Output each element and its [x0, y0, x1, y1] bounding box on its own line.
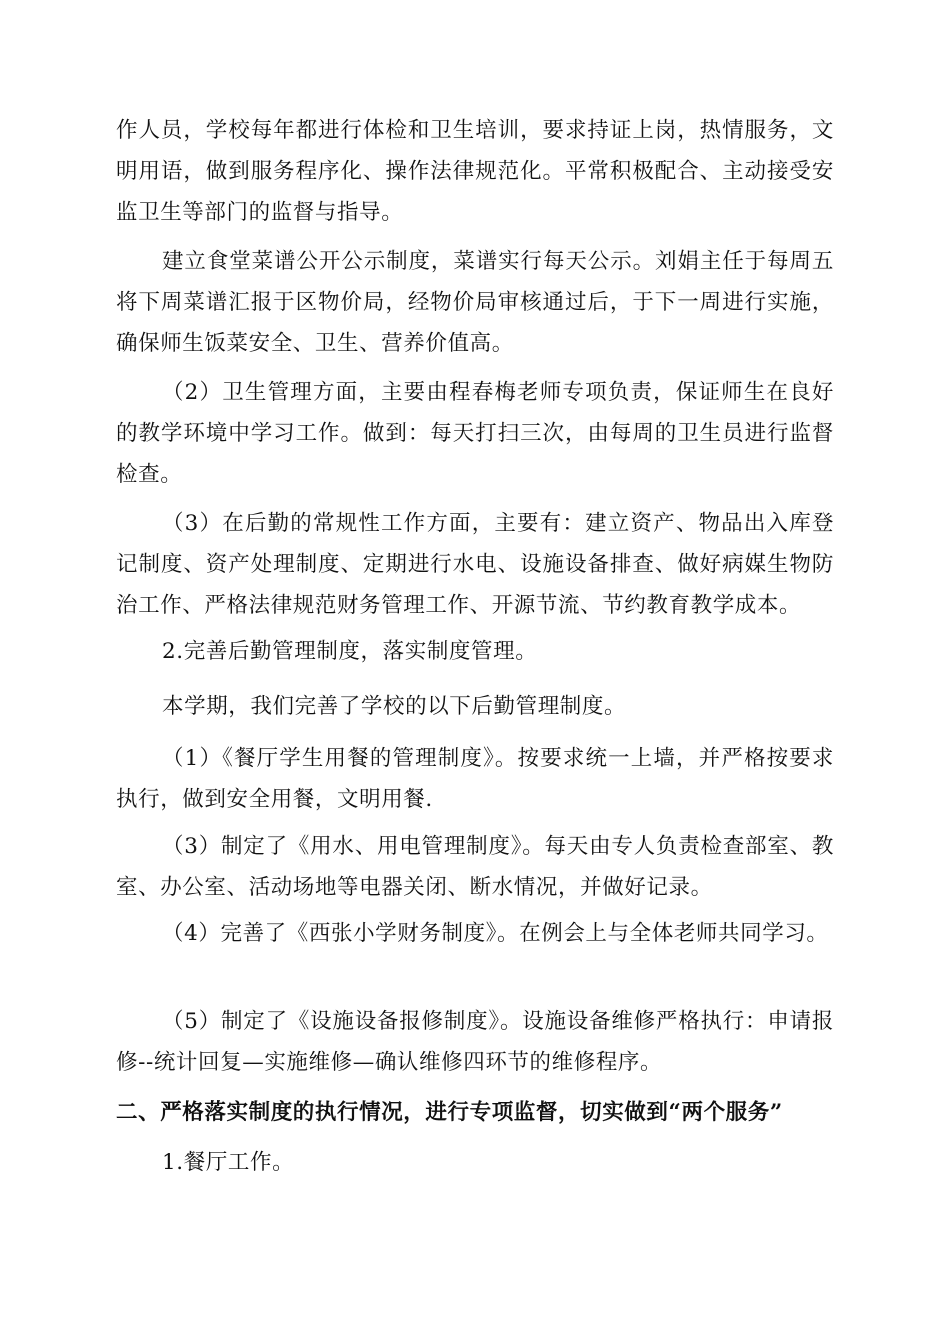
- paragraph-finance-rules: （4）完善了《西张小学财务制度》。在例会上与全体老师共同学习。: [162, 921, 829, 946]
- paragraph-dining-rules: （1）《餐厅学生用餐的管理制度》。按要求统一上墙，并严格按要求执行，做到安全用餐，文明用餐.: [116, 746, 834, 812]
- paragraph-staff-training: 作人员，学校每年都进行体检和卫生培训，要求持证上岗，热情服务，文明用语，做到服务程序化、操作法律规范化。平常积极配合、主动接受安监卫生等部门的监督与指导。: [116, 118, 834, 225]
- section-heading-two: 二、严格落实制度的执行情况，进行专项监督，切实做到“两个服务”: [116, 1100, 783, 1125]
- paragraph-hygiene-management: （2）卫生管理方面，主要由程春梅老师专项负责，保证师生在良好的教学环境中学习工作。做到：每天打扫三次，由每周的卫生员进行监督检查。: [116, 380, 834, 487]
- paragraph-menu-publicity: 建立食堂菜谱公开公示制度，菜谱实行每天公示。刘娟主任于每周五将下周菜谱汇报于区物价局，经物价局审核通过后，于下一周进行实施，确保师生饭菜安全、卫生、营养价值高。: [116, 249, 834, 356]
- paragraph-dining-work: 1.餐厅工作。: [162, 1150, 295, 1175]
- paragraph-repair-rules: （5）制定了《设施设备报修制度》。设施设备维修严格执行：申请报修--统计回复—实施维修—确认维修四环节的维修程序。: [116, 1009, 834, 1075]
- paragraph-routine-logistics: （3）在后勤的常规性工作方面，主要有：建立资产、物品出入库登记制度、资产处理制度、定期进行水电、设施设备排查、做好病媒生物防治工作、严格法律规范财务管理工作、开源节流、节约教育教学成本。: [116, 511, 834, 618]
- paragraph-semester-intro: 本学期，我们完善了学校的以下后勤管理制度。: [162, 694, 627, 719]
- paragraph-section-2-title: 2.完善后勤管理制度，落实制度管理。: [162, 639, 538, 664]
- paragraph-water-electric-rules: （3）制定了《用水、用电管理制度》。每天由专人负责检查部室、教室、办公室、活动场地等电器关闭、断水情况，并做好记录。: [116, 834, 834, 900]
